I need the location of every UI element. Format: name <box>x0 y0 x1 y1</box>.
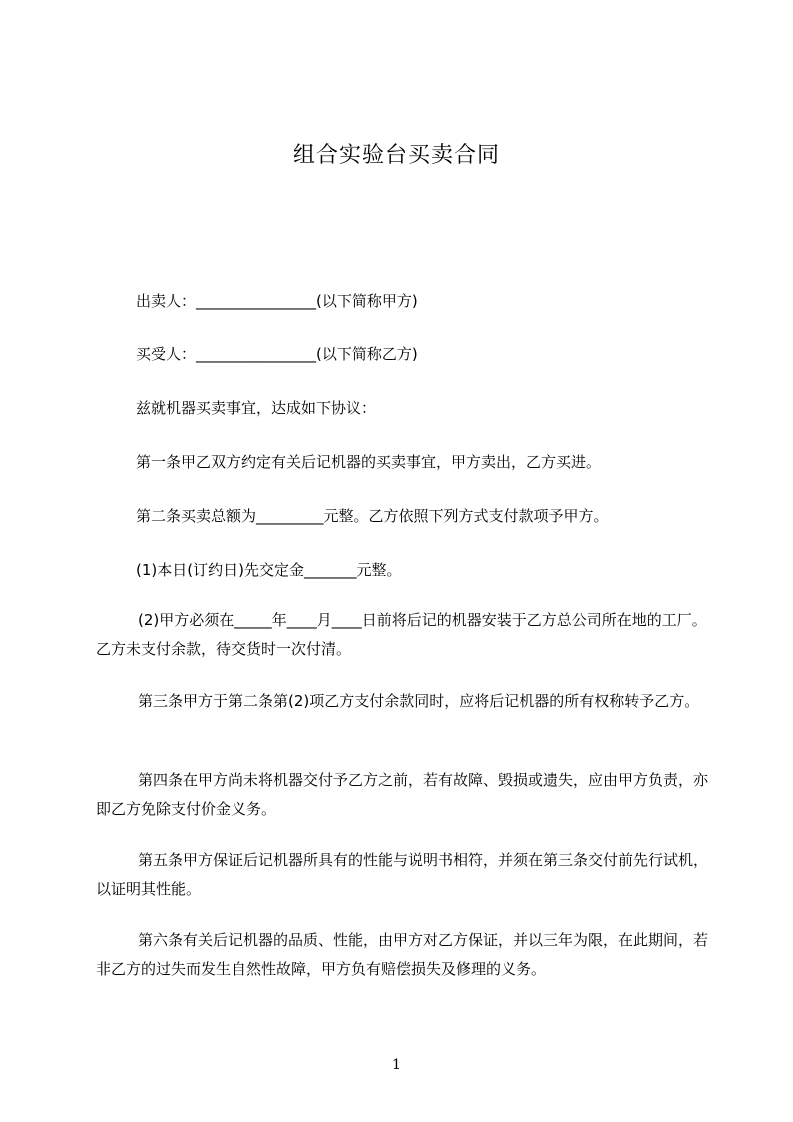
seller-line: 出卖人：________________(以下简称甲方) <box>136 292 418 310</box>
article-2-item-1: (1)本日(订约日)先交定金_______元整。 <box>136 561 402 579</box>
page-number: 1 <box>392 1057 401 1073</box>
article-6: 第六条有关后记机器的品质、性能，由甲方对乙方保证，并以三年为限，在此期间，若非乙方的过失而发生自然性故障，甲方负有赔偿损失及修理的义务。 <box>96 931 709 978</box>
buyer-line: 买受人：________________(以下简称乙方) <box>136 345 418 363</box>
article-3: 第三条甲方于第二条第(2)项乙方支付余款同时，应将后记机器的所有权称转予乙方。 <box>138 692 700 710</box>
document-title: 组合实验台买卖合同 <box>292 143 500 168</box>
article-4: 第四条在甲方尚未将机器交付予乙方之前，若有故障、毁损或遗失，应由甲方负责，亦即乙方免除支付价金义务。 <box>96 771 709 818</box>
article-2: 第二条买卖总额为_________元整。乙方依照下列方式支付款项予甲方。 <box>136 507 609 525</box>
agreement-intro: 兹就机器买卖事宜，达成如下协议： <box>136 399 377 417</box>
article-5: 第五条甲方保证后记机器所具有的性能与说明书相符，并须在第三条交付前先行试机，以证明其性能。 <box>96 851 709 898</box>
article-1: 第一条甲乙双方约定有关后记机器的买卖事宜，甲方卖出，乙方买进。 <box>136 453 602 471</box>
article-2-item-2: (2)甲方必须在_____年____月____日前将后记的机器安装于乙方总公司所在地的工厂。乙方未支付余款，待交货时一次付清。 <box>96 611 707 658</box>
